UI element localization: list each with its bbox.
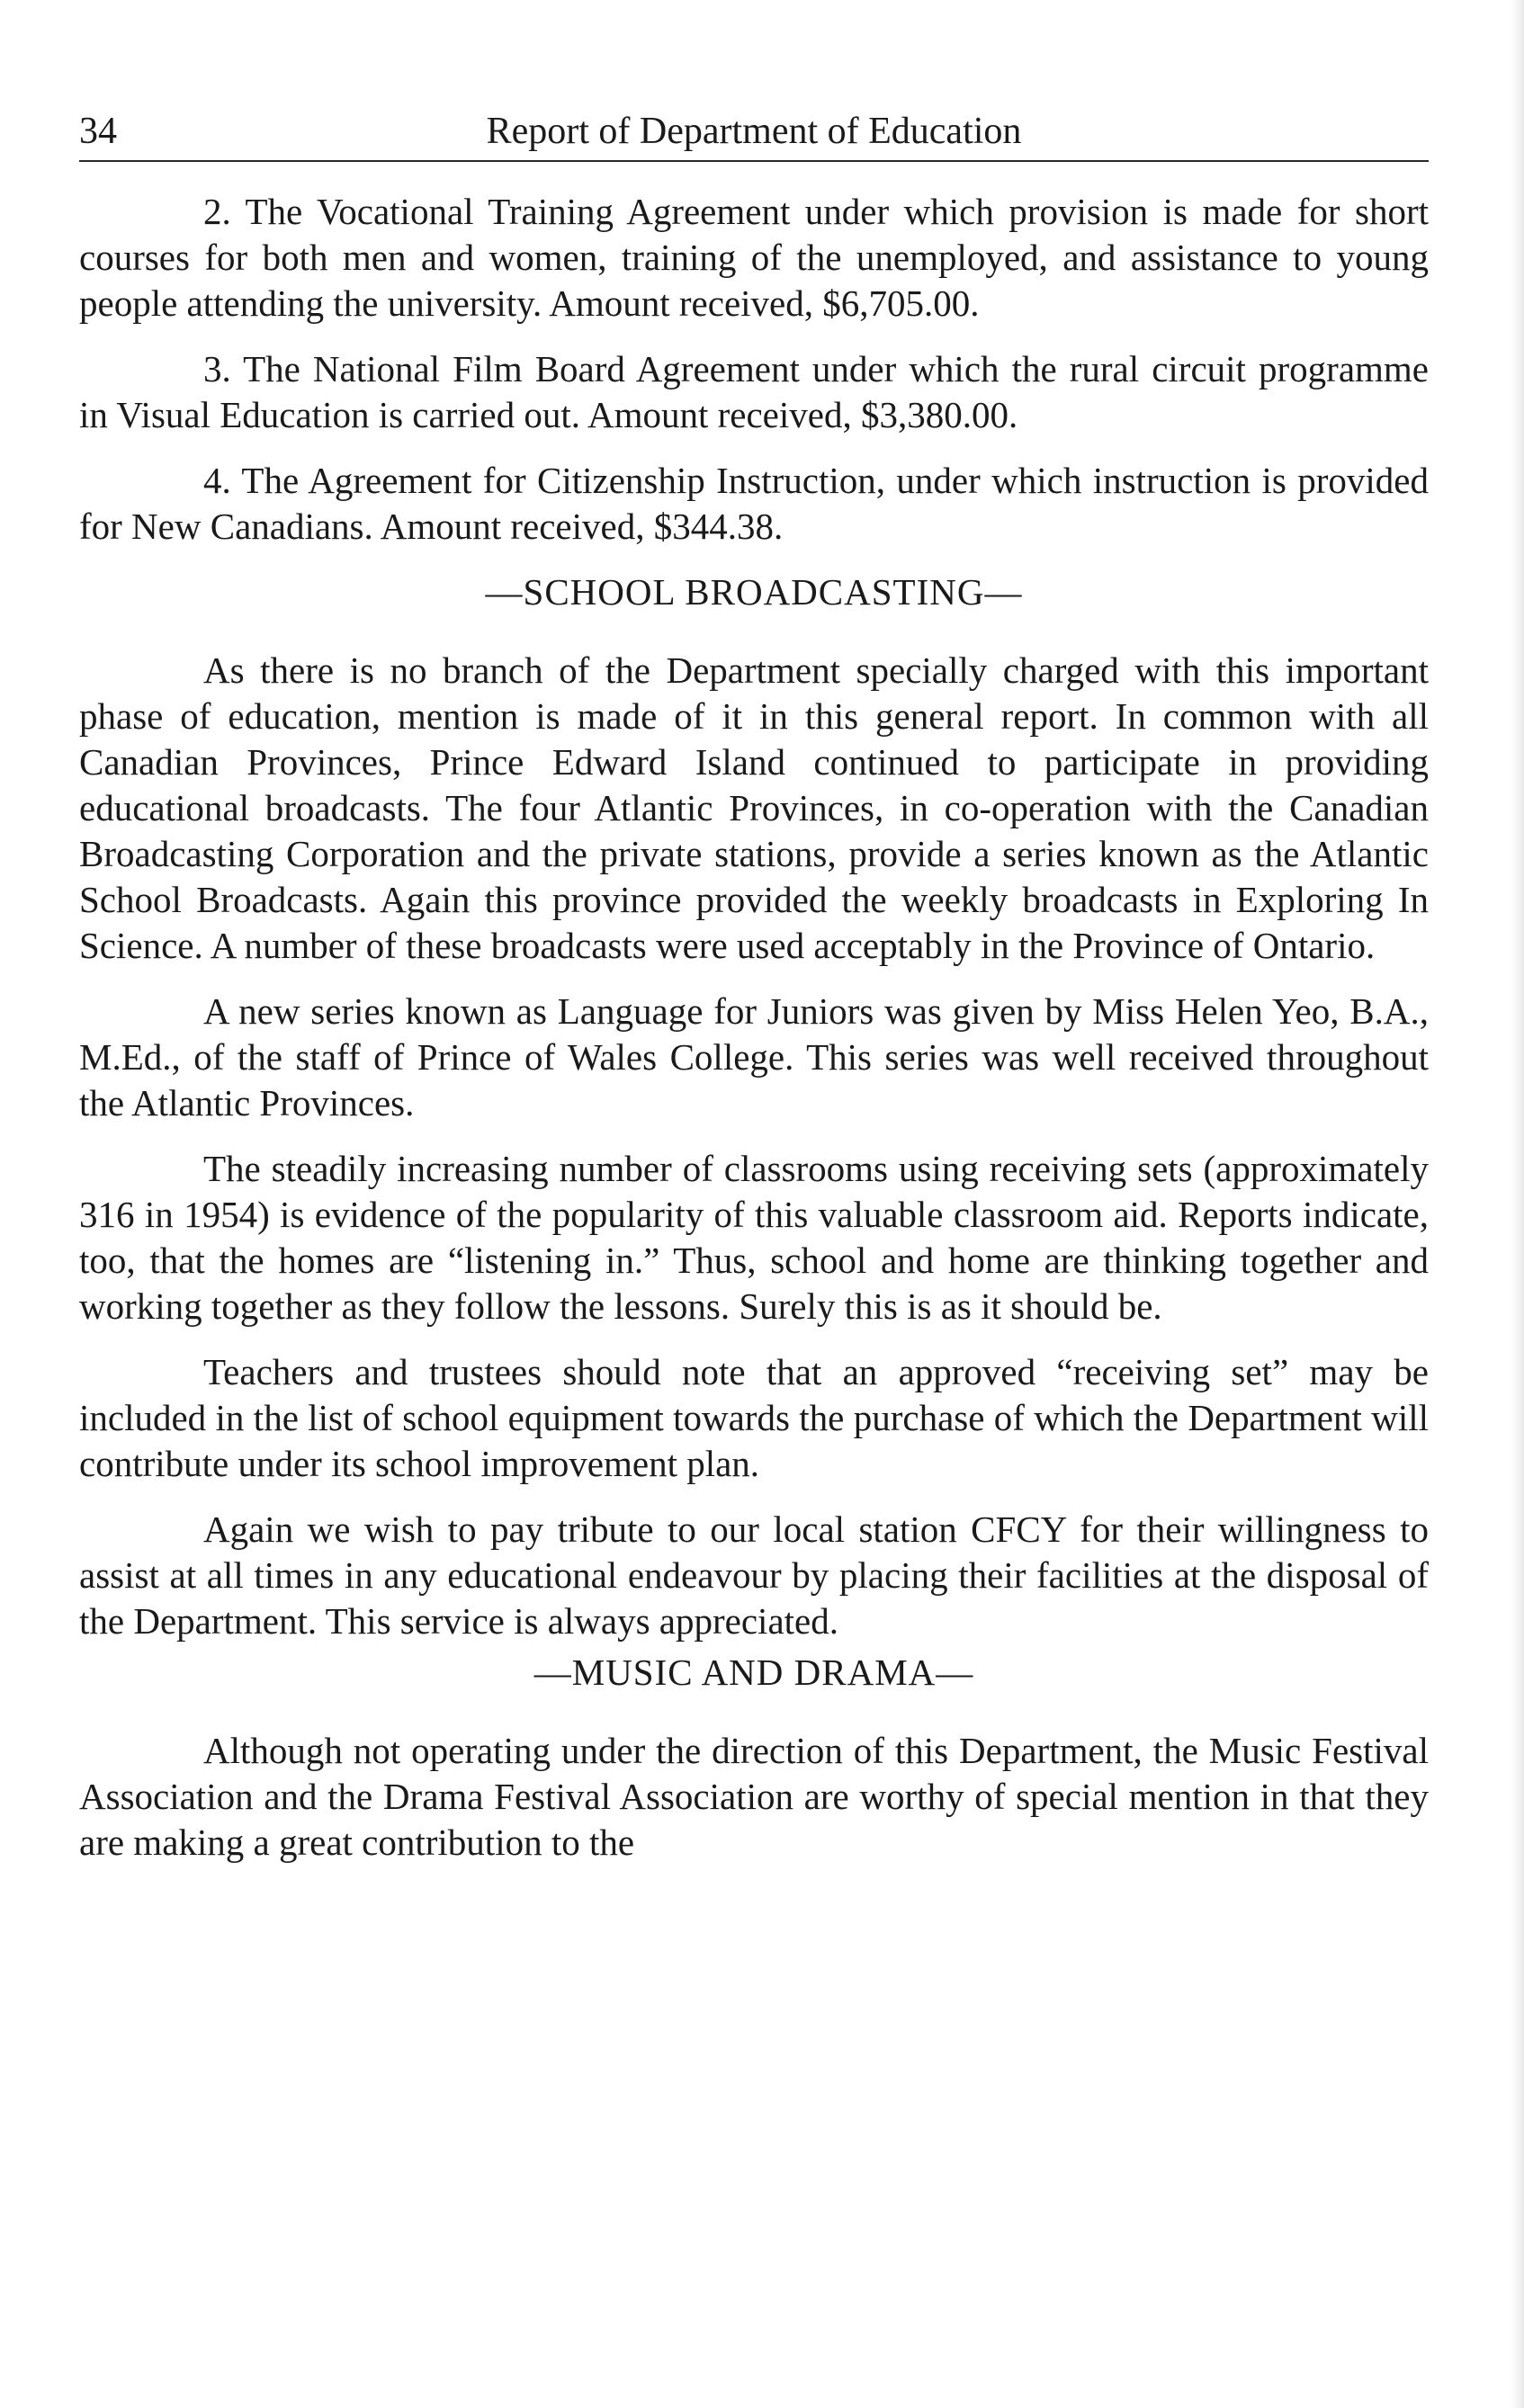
paragraph-citizenship-agreement: 4. The Agreement for Citizenship Instruction, under which instruction is provided for New Canadians. Amount received, $344.38.: [79, 460, 1429, 547]
page-number: 34: [79, 111, 117, 152]
running-title: Report of Department of Education: [486, 111, 1022, 152]
paragraph-festival-associations: Although not operating under the direction of this Department, the Music Festival Association and the Drama Festival Association are worthy of special mention in that they are making a great contribution to the: [79, 1730, 1429, 1863]
body-text: [79, 189, 1429, 1885]
header-rule: [79, 160, 1429, 162]
section-heading-school-broadcasting: —SCHOOL BROADCASTING—: [485, 571, 1023, 613]
paragraph-cfcy-tribute: Again we wish to pay tribute to our local station CFCY for their willingness to assist at all times in any educational endeavour by placing their facilities at the disposal of the Department. This service is always appreciated.: [79, 1508, 1429, 1642]
paragraph-vocational-agreement: 2. The Vocational Training Agreement under which provision is made for short courses for both men and women, training of the unemployed, and assistance to young people attending the university. Amount received, $6,705.00.: [79, 191, 1429, 324]
page-header: [79, 101, 1429, 162]
document-page: [79, 101, 1429, 162]
paragraph-broadcasting-intro: As there is no branch of the Department specially charged with this important phase of education, mention is made of it in this general report. In common with all Canadian Provinces, Prince Edward Island continued to participate in providing educational broadcasts. The four Atlantic Provinces, in co-operation with the Canadian Broadcasting Corporation and the private stations, provide a series known as the Atlantic School Broadcasts. Again this province provided the weekly broadcasts in Exploring In Science. A number of these broadcasts were used acceptably in the Province of Ontario.: [79, 649, 1429, 966]
paragraph-film-board-agreement: 3. The National Film Board Agreement under which the rural circuit programme in Visual Education is carried out. Amount received, $3,380.00.: [79, 348, 1429, 435]
paragraph-receiving-sets: The steadily increasing number of classrooms using receiving sets (approximately 316 in 1954) is evidence of the popularity of this valuable classroom aid. Reports indicate, too, that the homes are “listening in.” Thus, school and home are thinking together and working together as they follow the lessons. Surely this is as it should be.: [79, 1148, 1429, 1327]
paragraph-language-series: A new series known as Language for Juniors was given by Miss Helen Yeo, B.A., M.Ed., of the staff of Prince of Wales College. This series was well received throughout the Atlantic Provinces.: [79, 990, 1429, 1123]
page-edge-shadow: [1511, 0, 1524, 2408]
section-heading-music-drama: —MUSIC AND DRAMA—: [533, 1652, 974, 1693]
paragraph-school-equipment: Teachers and trustees should note that an approved “receiving set” may be included in the list of school equipment towards the purchase of which the Department will contribute under its school improvement plan.: [79, 1351, 1429, 1484]
